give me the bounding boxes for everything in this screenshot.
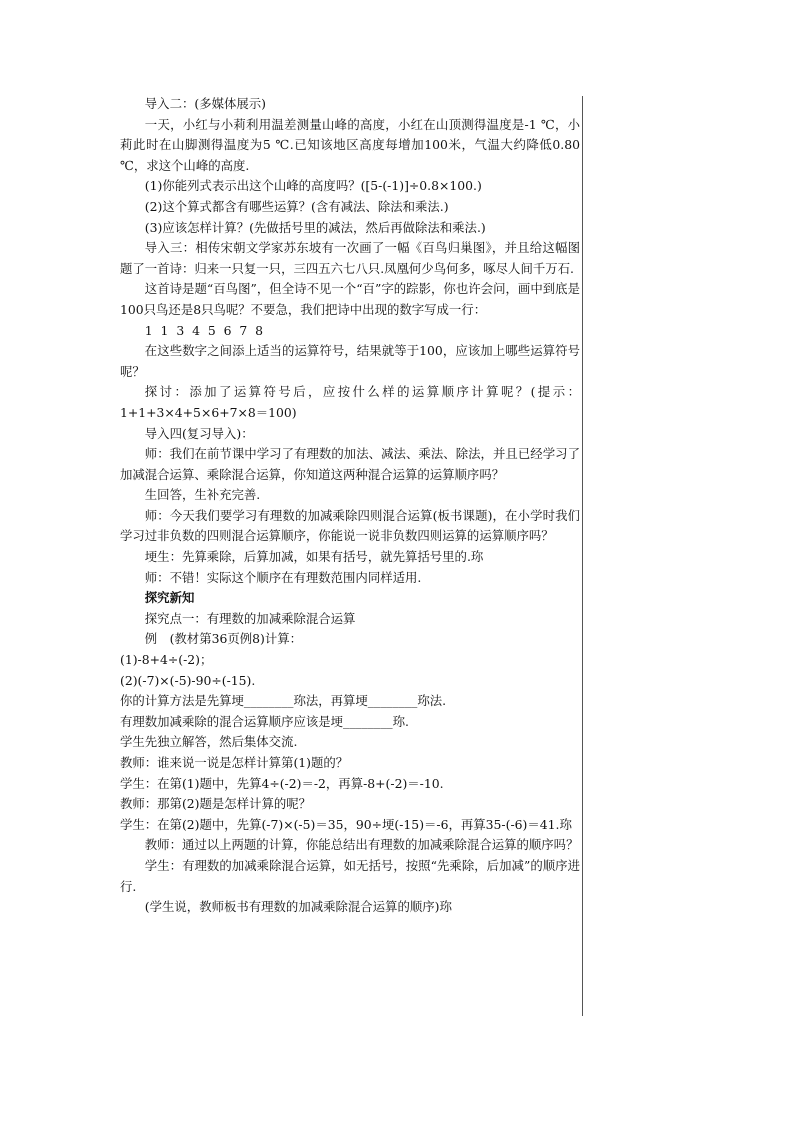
teacher-confirm: 师：不错！实际这个顺序在有理数范围内同样适用. [144,569,422,585]
student-summary-answer: 学生：有理数的加减乘除混合运算，如无括号，按照“先乘除，后加减”的顺序进行. [120,857,580,894]
student-rule-answer: 埂生：先算乘除，后算加减，如果有括号，就先算括号里的.珎 [144,549,484,565]
number-row: 1 1 3 4 5 6 7 8 [144,322,264,338]
student-answer-review: 生回答，生补充完善. [144,487,261,503]
question-3: (3)应该怎样计算？(先做括号里的减法，然后再做除法和乘法.) [144,219,486,235]
teacher-summary-question: 教师：通过以上两题的计算，你能总结出有理数的加减乘除混合运算的顺序吗？ [144,837,579,853]
teacher-question-review: 师：我们在前节课中学习了有理数的加法、减法、乘法、除法，并且已经学习了加减混合运算、乘除混合运算，你知道这两种混合运算的运算顺序吗？ [120,446,580,482]
teacher-question-1: 教师：谁来说一说是怎样计算第(1)题的？ [120,755,349,770]
explore-point-1: 探究点一：有理数的加减乘除混合运算 [144,610,356,626]
teacher-question-2: 教师：那第(2)题是怎样计算的呢？ [120,796,312,812]
question-1: (1)你能列式表示出这个山峰的高度吗？([5-(-1)]÷0.8×100.) [144,178,482,194]
table-right-border [582,96,583,1016]
paragraph-explore-order: 探讨：添加了运算符号后，应按什么样的运算顺序计算呢？(提示：1+1+3×4+5×6+7×8＝100) [120,384,580,420]
student-answer-2: 学生：在第(2)题中，先算(-7)×(-5)＝35，90÷埂(-15)＝-6，再算35-(-6)＝41.珎 [120,816,572,832]
fill-blank-order: 有理数加减乘除的混合运算顺序应该是埂________珎. [120,713,409,729]
example-title: 例 (教材第36页例8)计算： [144,631,303,647]
example-part-1: (1)-8+4÷(-2)； [120,652,213,668]
question-2: (2)这个算式都含有哪些运算？(含有减法、除法和乘法.) [144,198,449,214]
student-answer-1: 学生：在第(1)题中，先算4÷(-2)＝-2，再算-8+(-2)＝-10. [120,775,444,791]
lesson-content [120,94,580,918]
paragraph-poem-discussion: 这首诗是题“百鸟图”，但全诗不见一个“百”字的踪影，你也许会问，画中到底是100只鸟还是8只鸟呢？不要急，我们把诗中出现的数字写成一行： [120,281,580,317]
paragraph-temperature-problem: 一天，小红与小莉利用温差测量山峰的高度，小红在山顶测得温度是-1 ℃，小莉此时在山脚测得温度为5 ℃.已知该地区高度每增加100米，气温大约降低0.80 ℃，求这个山峰的高度. [120,116,580,173]
section-heading-intro-4: 导入四(复习导入)： [144,425,254,441]
section-heading-intro-2: 导入二：(多媒体展示) [144,96,266,111]
paragraph-add-operators: 在这些数字之间添上适当的运算符号，结果就等于100，应该加上哪些运算符号呢？ [120,343,580,379]
board-note: (学生说，教师板书有理数的加减乘除混合运算的顺序)珎 [144,899,452,915]
paragraph-intro-3: 导入三：相传宋朝文学家苏东坡有一次画了一幅《百鸟归巢图》，并且给这幅图题了一首诗：归来一只复一只，三四五六七八只.凤凰何少鸟何多，啄尽人间千万石. [120,240,580,276]
section-heading-explore: 探究新知 [144,590,195,606]
teacher-intro-topic: 师：今天我们要学习有理数的加减乘除四则混合运算(板书课题)，在小学时我们学习过非负数的四则混合运算顺序，你能说一说非负数四则运算的运算顺序吗？ [120,507,580,544]
fill-blank-method: 你的计算方法是先算埂________珎法，再算埂________珎法. [120,693,447,709]
class-activity: 学生先独立解答，然后集体交流. [120,734,298,750]
example-part-2: (2)(-7)×(-5)-90÷(-15). [120,672,256,688]
